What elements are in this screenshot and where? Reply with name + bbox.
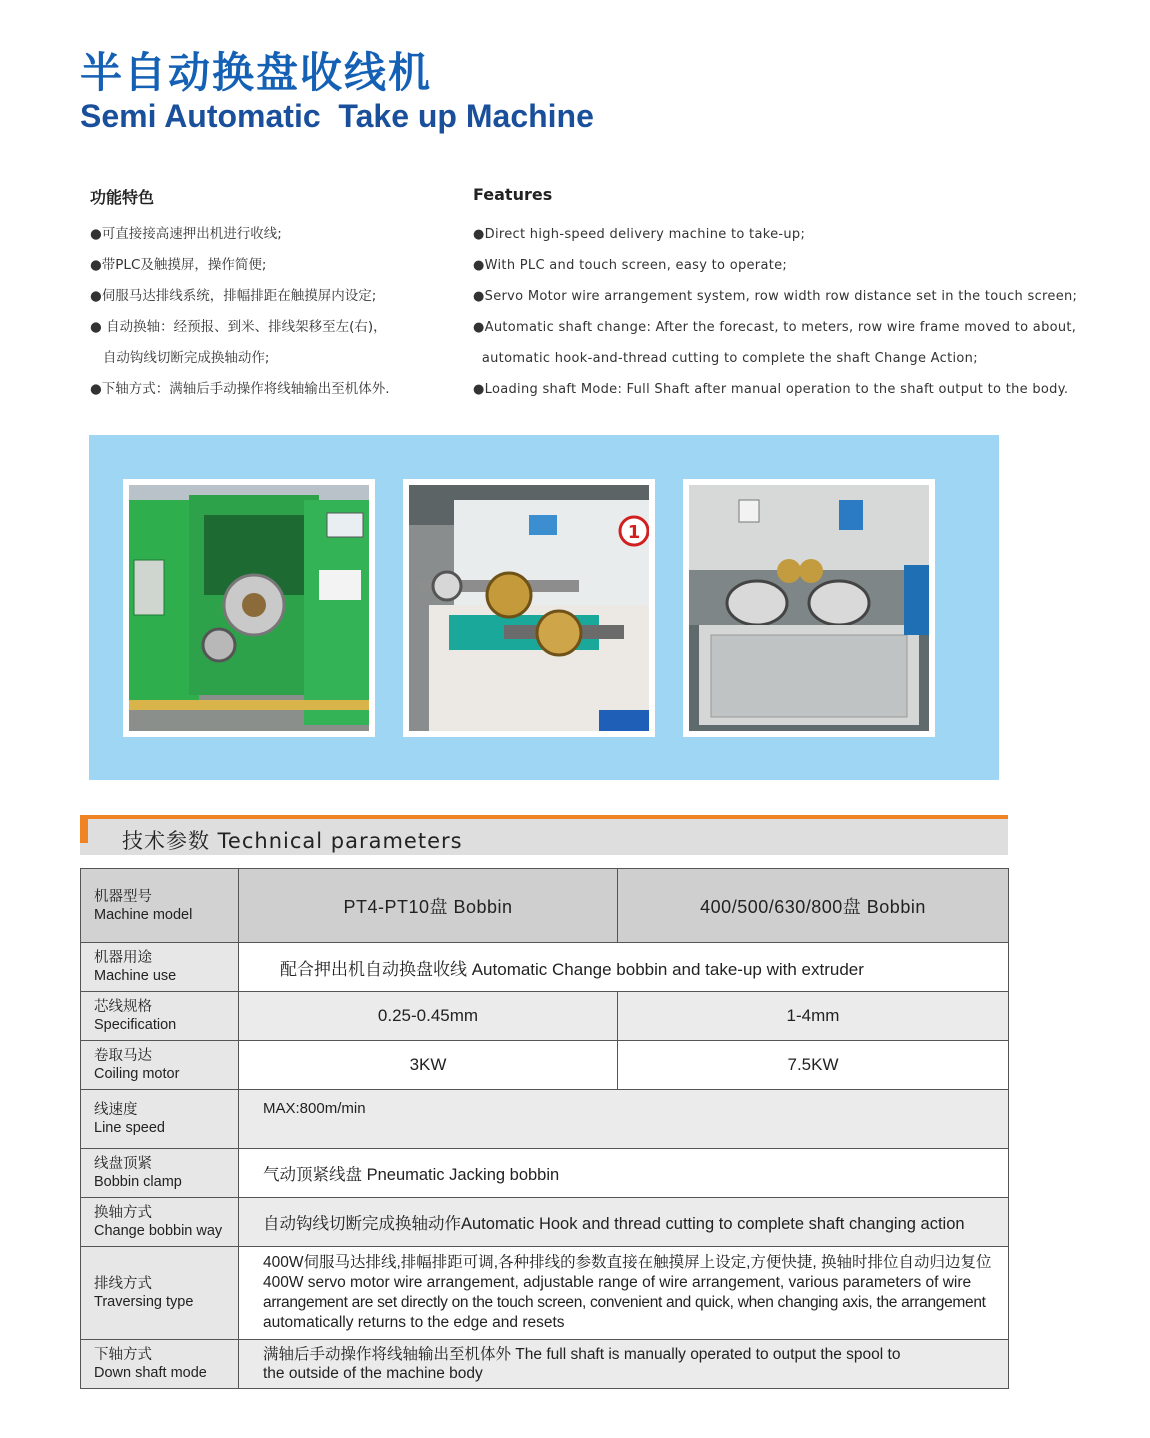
machine-photo-white-image [409, 485, 649, 731]
row-label-en: Down shaft mode [94, 1365, 207, 1381]
row-label-cn: 机器用途 [94, 950, 152, 966]
row-label-cn: 下轴方式 [94, 1347, 152, 1363]
row-label [81, 992, 239, 1041]
row-label [81, 1340, 239, 1389]
table-row-change [81, 1198, 1009, 1247]
row-label-cn: 芯线规格 [94, 999, 152, 1015]
feature-cn-item: ● 自动换轴：经预报、到米、排线架移至左(右)， [90, 319, 387, 335]
clamp-value: 气动顶紧线盘 Pneumatic Jacking bobbin [239, 1149, 1009, 1198]
speed-value: MAX:800m/min [239, 1090, 1009, 1149]
change-value: 自动钩线切断完成换轴动作Automatic Hook and thread cutting to complete shaft changing action [239, 1198, 1009, 1247]
features-cn-heading: 功能特色 [90, 188, 155, 207]
feature-en-item: ●With PLC and touch screen, easy to operate; [473, 258, 788, 273]
row-label-en: Traversing type [94, 1294, 194, 1310]
row-label-en: Specification [94, 1017, 177, 1033]
model-col1: PT4-PT10盘 Bobbin [239, 869, 618, 943]
traverse-line: 400W servo motor wire arrangement, adjustable range of wire arrangement, various parameters of wire [263, 1274, 972, 1291]
feature-cn-item: ●可直接接高速押出机进行收线; [90, 226, 282, 242]
technical-parameters-bar [80, 815, 1008, 855]
feature-en-item: ●Automatic shaft change: After the forecast, to meters, row wire frame moved to about, [473, 320, 1077, 335]
feature-cn-item: ●伺服马达排线系统，排幅排距在触摸屏内设定; [90, 288, 377, 304]
row-label-cn: 线速度 [94, 1102, 138, 1118]
photo-badge-number: 1 [627, 522, 641, 543]
motor-col2: 7.5KW [618, 1041, 1009, 1090]
row-label-cn: 卷取马达 [94, 1048, 152, 1064]
machine-photo-grey-image [689, 485, 929, 731]
features-en [473, 185, 1123, 405]
row-label [81, 1247, 239, 1340]
machine-photo-green [123, 479, 375, 737]
down-value [239, 1340, 1009, 1389]
traverse-line: arrangement are set directly on the touch screen, convenient and quick, when changing axis, the arrangement [263, 1294, 986, 1311]
spec-col2: 1-4mm [618, 992, 1009, 1041]
machine-photo-white [403, 479, 655, 737]
traverse-line: automatically returns to the edge and resets [263, 1314, 565, 1331]
traverse-line: 400W伺服马达排线,排幅排距可调,各种排线的参数直接在触摸屏上设定,方便快捷, 换轴时排位自动归边复位 [263, 1254, 992, 1271]
spec-col1: 0.25-0.45mm [239, 992, 618, 1041]
row-label-en: Line speed [94, 1120, 165, 1136]
down-line: 满轴后手动操作将线轴输出至机体外 The full shaft is manually operated to output the spool to [263, 1346, 901, 1363]
accent-tab [80, 815, 88, 843]
model-col2: 400/500/630/800盘 Bobbin [618, 869, 1009, 943]
feature-cn-item: 自动钩线切断完成换轴动作; [90, 350, 270, 366]
feature-en-item: ●Servo Motor wire arrangement system, row width row distance set in the touch screen; [473, 289, 1078, 304]
row-label [81, 943, 239, 992]
row-label [81, 1041, 239, 1090]
feature-cn-item: ●下轴方式：满轴后手动操作将线轴输出至机体外. [90, 381, 390, 397]
row-label-en: Change bobbin way [94, 1223, 223, 1239]
row-label-cn: 排线方式 [94, 1276, 152, 1292]
table-row-clamp [81, 1149, 1009, 1198]
table-row-motor [81, 1041, 1009, 1090]
technical-parameters-title: 技术参数 Technical parameters [122, 829, 463, 853]
feature-en-item: automatic hook-and-thread cutting to complete the shaft Change Action; [473, 351, 978, 366]
table-row-use [81, 943, 1009, 992]
row-label [81, 869, 239, 943]
machine-photo-green-image [129, 485, 369, 731]
feature-en-item: ●Direct high-speed delivery machine to take-up; [473, 227, 806, 242]
table-row-model [81, 869, 1009, 943]
page-title-en: Semi Automatic Take up Machine [80, 98, 594, 134]
traverse-value [239, 1247, 1009, 1340]
page-title-cn: 半自动换盘收线机 [80, 48, 433, 97]
row-label-cn: 机器型号 [94, 888, 152, 905]
row-label-en: Coiling motor [94, 1066, 180, 1082]
table-row-spec [81, 992, 1009, 1041]
photo-panel [89, 435, 999, 780]
row-label-cn: 换轴方式 [94, 1205, 152, 1221]
row-label [81, 1090, 239, 1149]
row-label-en: Machine model [94, 906, 193, 923]
row-label-en: Machine use [94, 968, 177, 984]
feature-cn-item: ●带PLC及触摸屏，操作简便; [90, 257, 267, 273]
down-line: the outside of the machine body [263, 1365, 483, 1382]
use-value: 配合押出机自动换盘收线 Automatic Change bobbin and take-up with extruder [239, 943, 1009, 992]
row-label [81, 1198, 239, 1247]
table-row-speed [81, 1090, 1009, 1149]
table-row-down [81, 1340, 1009, 1389]
row-label-cn: 线盘顶紧 [94, 1156, 152, 1172]
row-label [81, 1149, 239, 1198]
features-en-heading: Features [473, 185, 553, 204]
features-cn [90, 185, 450, 405]
technical-parameters-table [80, 868, 1009, 1389]
feature-en-item: ●Loading shaft Mode: Full Shaft after manual operation to the shaft output to the body. [473, 382, 1069, 397]
row-label-en: Bobbin clamp [94, 1174, 182, 1190]
machine-photo-grey [683, 479, 935, 737]
table-row-traverse [81, 1247, 1009, 1340]
motor-col1: 3KW [239, 1041, 618, 1090]
